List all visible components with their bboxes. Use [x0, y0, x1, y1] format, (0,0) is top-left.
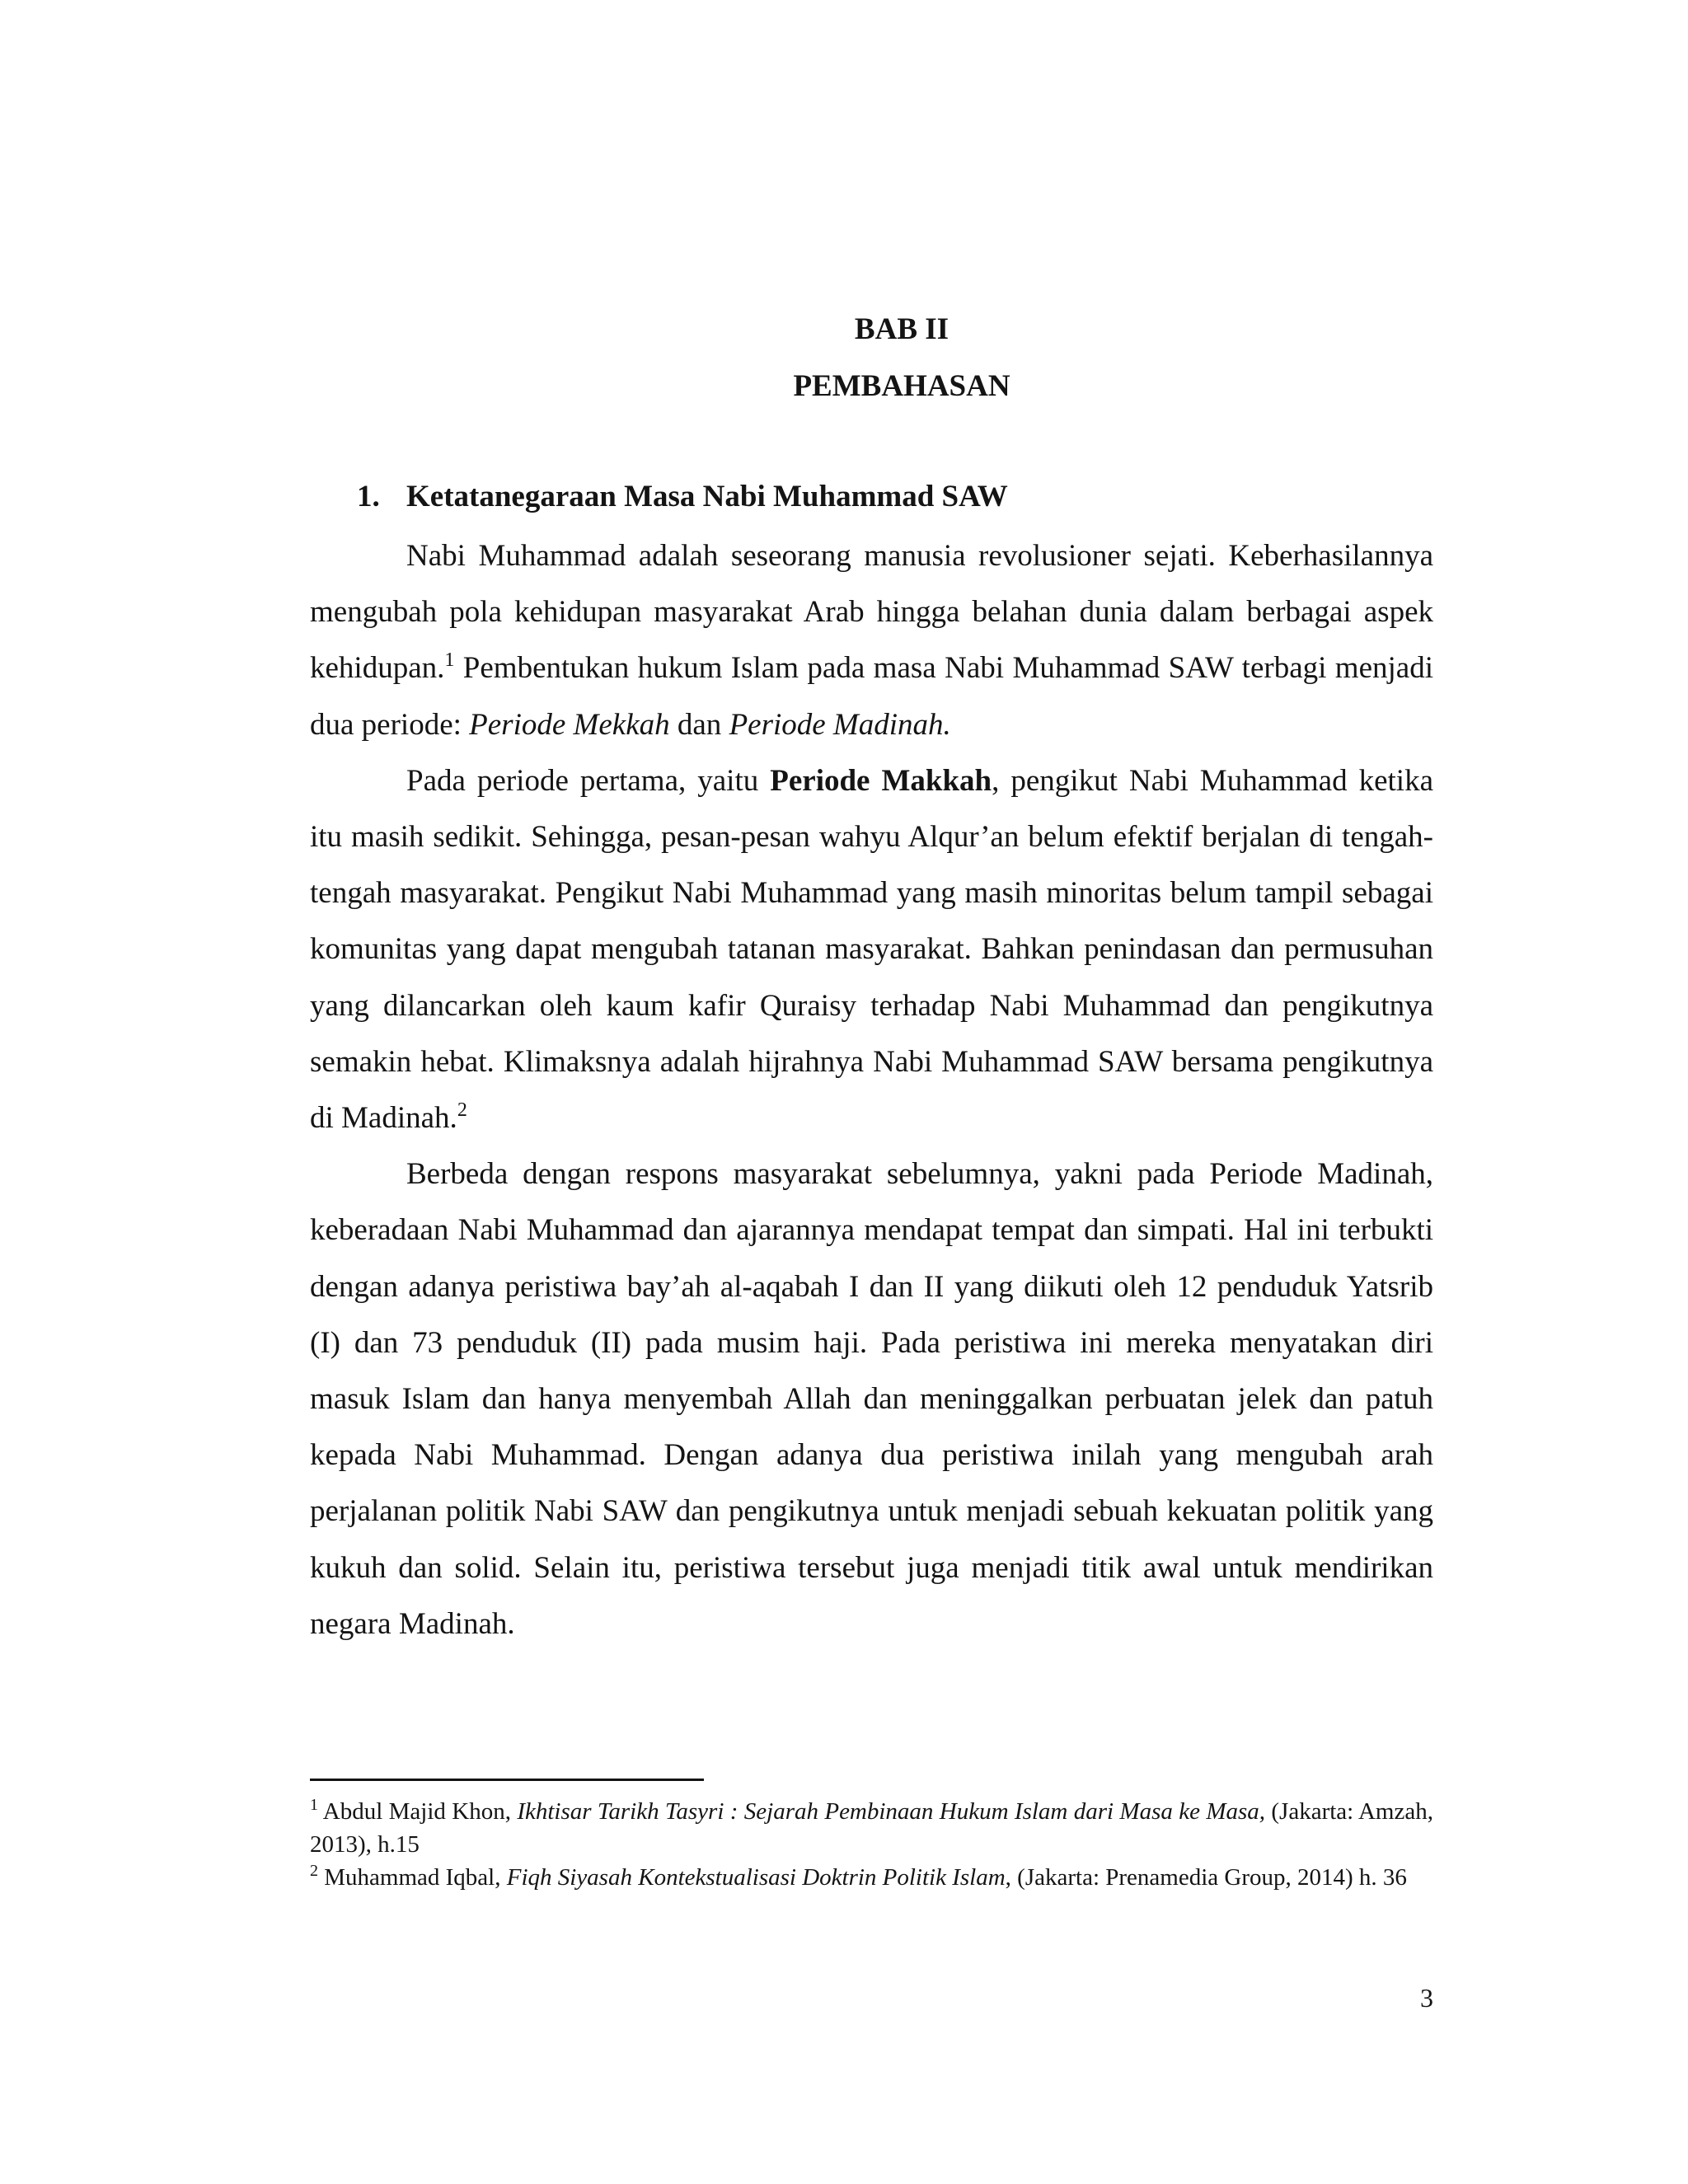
section-title: Ketatanegaraan Masa Nabi Muhammad SAW [406, 480, 1008, 513]
footnote-2-author: Muhammad Iqbal, [318, 1864, 507, 1891]
page-number: 3 [1420, 1983, 1433, 2013]
footnote-1 [310, 1795, 1433, 1861]
chapter-number: BAB II [854, 312, 950, 346]
section-number: 1. [357, 480, 380, 513]
paragraph-2-text-b: , pengikut Nabi Muhammad ketika itu masih sedikit. Sehingga, pesan-pesan wahyu Alqur’an belum efektif berjalan di tengah-tengah masyarakat. Pengikut Nabi Muhammad yang masih minoritas belum tampil sebagai komunitas yang dapat mengubah tatanan masyarakat. Bahkan penindasan dan permusuhan yang dilancarkan oleh kaum kafir Quraisy terhadap Nabi Muhammad dan pengikutnya semakin hebat. Klimaksnya adalah hijrahnya Nabi Muhammad SAW bersama pengikutnya di Madinah. [310, 763, 1433, 1136]
footnote-2-title: Fiqh Siyasah Kontekstualisasi Doktrin Politik Islam [506, 1864, 1006, 1891]
chapter-title: PEMBAHASAN [793, 369, 1010, 403]
footnote-1-author: Abdul Majid Khon, [318, 1798, 518, 1825]
section-heading [357, 481, 1008, 512]
footnote-reference-2: 2 [457, 1099, 467, 1122]
paragraph-1-text-c: dan [669, 707, 729, 742]
footnote-2-mark: 2 [310, 1862, 318, 1880]
paragraph-2 [310, 753, 1433, 1146]
footnote-1-title: Ikhtisar Tarikh Tasyri : Sejarah Pembinaan Hukum Islam dari Masa ke Masa, [517, 1798, 1266, 1825]
term-periode-madinah: Periode Madinah. [729, 707, 951, 742]
term-periode-makkah: Periode Makkah [770, 763, 992, 798]
body-text [310, 528, 1433, 1652]
paragraph-2-text-a: Pada periode pertama, yaitu [406, 763, 771, 798]
footnotes [310, 1795, 1433, 1894]
footnote-2-publication: , (Jakarta: Prenamedia Group, 2014) h. 36 [1005, 1864, 1407, 1891]
paragraph-3: Berbeda dengan respons masyarakat sebelumnya, yakni pada Periode Madinah, keberadaan Nabi Muhammad dan ajarannya mendapat tempat dan simpati. Hal ini terbukti dengan adanya peristiwa bay’ah al-aqabah I dan II yang diikuti oleh 12 penduduk Yatsrib (I) dan 73 penduduk (II) pada musim haji. Pada peristiwa ini mereka menyatakan diri masuk Islam dan hanya menyembah Allah dan meninggalkan perbuatan jelek dan patuh kepada Nabi Muhammad. Dengan adanya dua peristiwa inilah yang mengubah arah perjalanan politik Nabi SAW dan pengikutnya untuk menjadi sebuah kekuatan politik yang kukuh dan solid. Selain itu, peristiwa tersebut juga menjadi titik awal untuk mendirikan negara Madinah. [310, 1157, 1433, 1641]
footnote-reference-1: 1 [444, 649, 455, 672]
paragraph-1-text-a: Nabi Muhammad adalah seseorang manusia revolusioner sejati. Keberhasilannya mengubah pola kehidupan masyarakat Arab hingga belahan dunia dalam berbagai aspek kehidupan. [310, 539, 1433, 686]
footnote-separator [310, 1779, 704, 1781]
footnote-2 [310, 1861, 1433, 1894]
footnote-1-publication: (Jakarta: Amzah, 2013), h.15 [310, 1798, 1433, 1858]
paragraph-1 [310, 528, 1433, 753]
term-periode-mekkah: Periode Mekkah [469, 707, 670, 742]
paragraph-1-text-b: Pembentukan hukum Islam pada masa Nabi Muhammad SAW terbagi menjadi dua periode: [310, 651, 1433, 742]
footnote-1-mark: 1 [310, 1796, 318, 1814]
